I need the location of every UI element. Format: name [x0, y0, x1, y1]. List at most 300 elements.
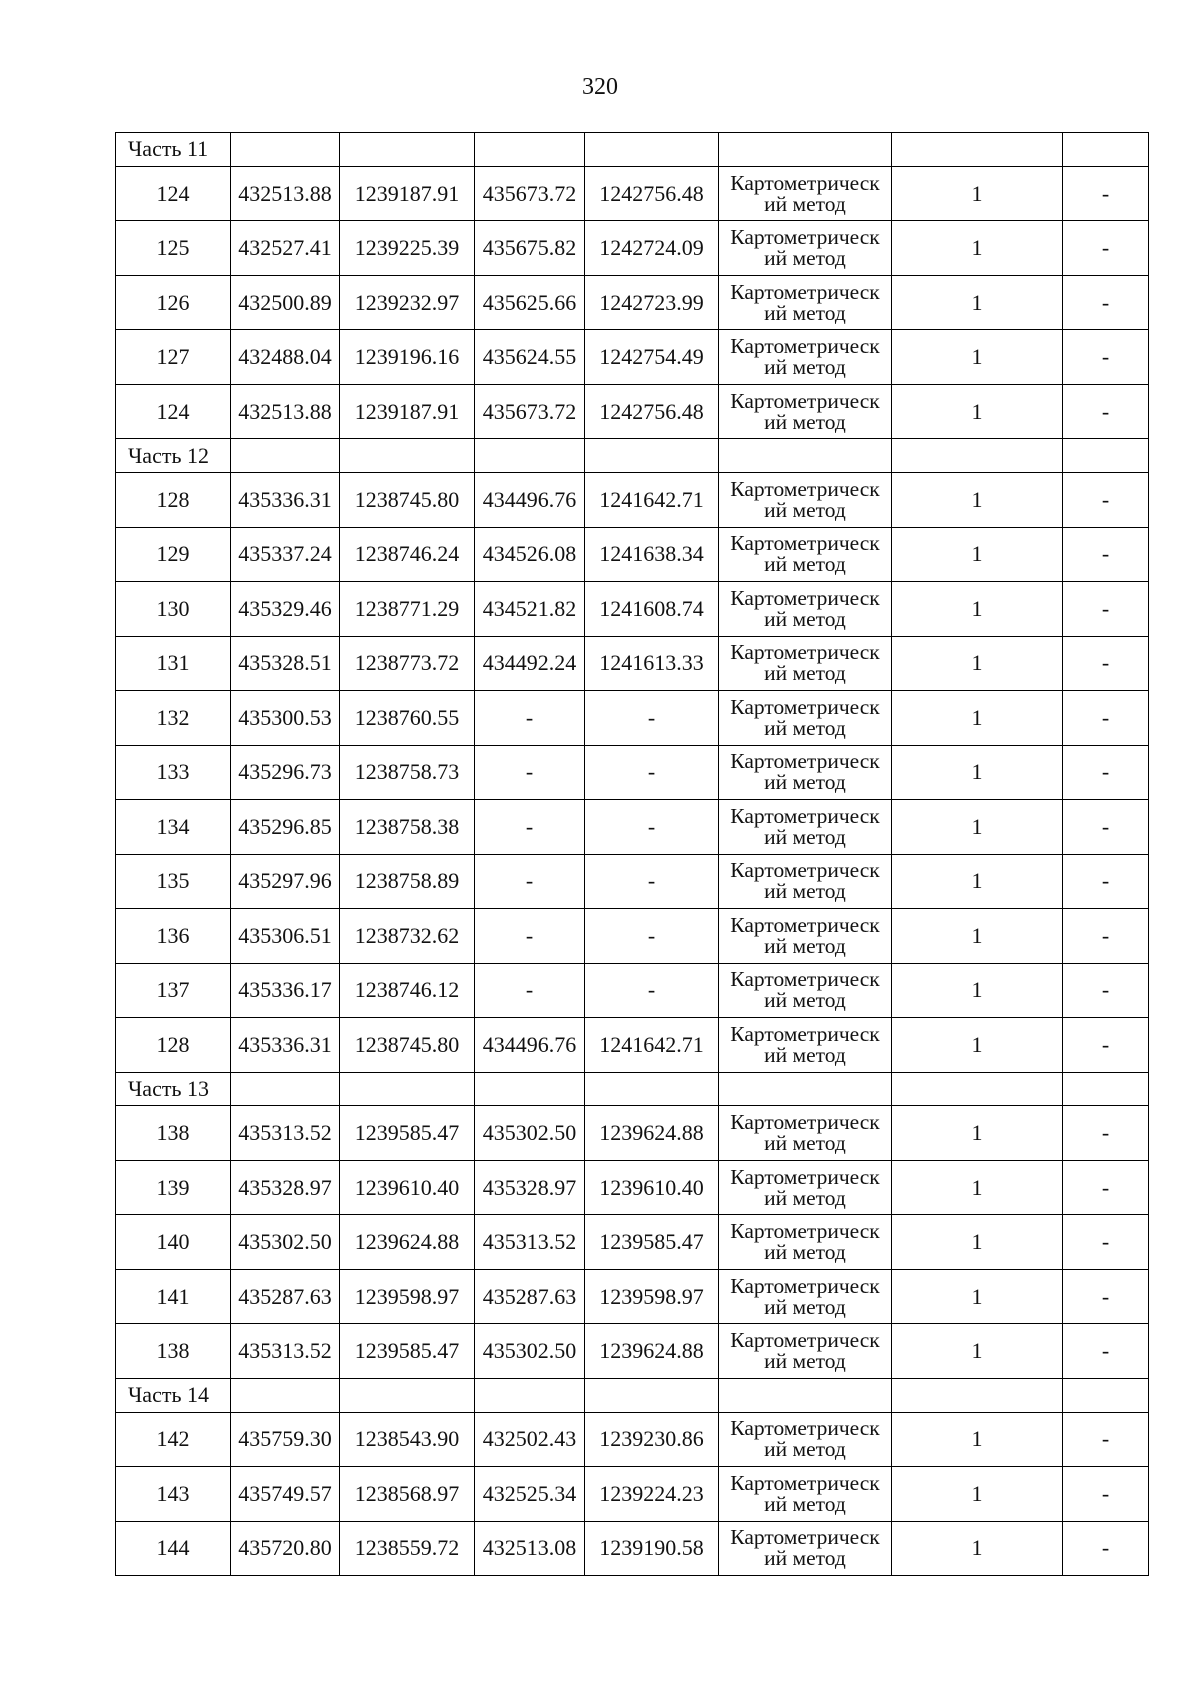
note-cell: -	[1063, 330, 1149, 385]
method-cell	[719, 330, 892, 385]
x2-cell: -	[475, 691, 585, 746]
y2-cell: 1239624.88	[585, 1106, 719, 1161]
x2-cell: 434526.08	[475, 527, 585, 582]
table-row	[116, 582, 1149, 637]
empty-cell	[585, 439, 719, 473]
point-number-cell: 134	[116, 800, 231, 855]
page-number: 320	[582, 74, 618, 100]
x2-cell: 432525.34	[475, 1467, 585, 1522]
y2-cell: 1239224.23	[585, 1467, 719, 1522]
method-line-2: ий метод	[764, 1349, 846, 1374]
empty-cell	[340, 133, 475, 167]
accuracy-cell: 1	[892, 1467, 1063, 1522]
accuracy-cell: 1	[892, 963, 1063, 1018]
method-line-1: Картометрическ	[730, 170, 880, 195]
empty-cell	[892, 439, 1063, 473]
empty-cell	[231, 1378, 340, 1412]
y1-cell: 1239624.88	[340, 1215, 475, 1270]
accuracy-cell: 1	[892, 909, 1063, 964]
method-line-1: Картометрическ	[730, 803, 880, 828]
method-line-1: Картометрическ	[730, 694, 880, 719]
note-cell: -	[1063, 909, 1149, 964]
point-number-cell: 127	[116, 330, 231, 385]
x2-cell: 435287.63	[475, 1269, 585, 1324]
method-line-1: Картометрическ	[730, 912, 880, 937]
y2-cell: -	[585, 691, 719, 746]
method-line-2: ий метод	[764, 1131, 846, 1156]
point-number-cell: 140	[116, 1215, 231, 1270]
method-line-1: Картометрическ	[730, 1164, 880, 1189]
empty-cell	[340, 1072, 475, 1106]
table-row	[116, 384, 1149, 439]
empty-cell	[475, 439, 585, 473]
method-line-1: Картометрическ	[730, 334, 880, 359]
x2-cell: 435625.66	[475, 275, 585, 330]
method-line-1: Картометрическ	[730, 585, 880, 610]
empty-cell	[892, 133, 1063, 167]
table-row	[116, 1467, 1149, 1522]
method-line-2: ий метод	[764, 246, 846, 271]
method-line-2: ий метод	[764, 1437, 846, 1462]
y2-cell: 1241638.34	[585, 527, 719, 582]
method-cell	[719, 1215, 892, 1270]
method-cell	[719, 221, 892, 276]
y1-cell: 1238745.80	[340, 1018, 475, 1073]
method-line-2: ий метод	[764, 661, 846, 686]
section-header-row	[116, 133, 1149, 167]
y2-cell: 1241608.74	[585, 582, 719, 637]
x1-cell: 435287.63	[231, 1269, 340, 1324]
empty-cell	[340, 439, 475, 473]
method-cell	[719, 909, 892, 964]
x2-cell: 434496.76	[475, 473, 585, 528]
section-label: Часть 11	[116, 133, 231, 167]
x2-cell: 435675.82	[475, 221, 585, 276]
x2-cell: -	[475, 909, 585, 964]
method-line-2: ий метод	[764, 988, 846, 1013]
accuracy-cell: 1	[892, 1018, 1063, 1073]
method-line-2: ий метод	[764, 1546, 846, 1571]
y1-cell: 1238760.55	[340, 691, 475, 746]
x2-cell: -	[475, 854, 585, 909]
x2-cell: -	[475, 800, 585, 855]
method-line-2: ий метод	[764, 300, 846, 325]
accuracy-cell: 1	[892, 800, 1063, 855]
point-number-cell: 131	[116, 636, 231, 691]
note-cell: -	[1063, 1324, 1149, 1379]
table-row	[116, 1269, 1149, 1324]
note-cell: -	[1063, 963, 1149, 1018]
point-number-cell: 142	[116, 1412, 231, 1467]
y1-cell: 1238543.90	[340, 1412, 475, 1467]
note-cell: -	[1063, 691, 1149, 746]
note-cell: -	[1063, 854, 1149, 909]
note-cell: -	[1063, 1521, 1149, 1576]
y1-cell: 1239225.39	[340, 221, 475, 276]
y1-cell: 1239187.91	[340, 166, 475, 221]
method-line-2: ий метод	[764, 879, 846, 904]
point-number-cell: 136	[116, 909, 231, 964]
x1-cell: 435336.31	[231, 1018, 340, 1073]
accuracy-cell: 1	[892, 1324, 1063, 1379]
empty-cell	[585, 1072, 719, 1106]
note-cell: -	[1063, 1269, 1149, 1324]
x2-cell: -	[475, 745, 585, 800]
x1-cell: 435302.50	[231, 1215, 340, 1270]
empty-cell	[585, 1378, 719, 1412]
y1-cell: 1238746.12	[340, 963, 475, 1018]
empty-cell	[719, 133, 892, 167]
method-cell	[719, 582, 892, 637]
method-line-2: ий метод	[764, 824, 846, 849]
method-cell	[719, 1324, 892, 1379]
table-row	[116, 221, 1149, 276]
point-number-cell: 124	[116, 384, 231, 439]
accuracy-cell: 1	[892, 166, 1063, 221]
accuracy-cell: 1	[892, 473, 1063, 528]
method-line-2: ий метод	[764, 1294, 846, 1319]
method-line-1: Картометрическ	[730, 1328, 880, 1353]
method-line-2: ий метод	[764, 552, 846, 577]
empty-cell	[1063, 1378, 1149, 1412]
y1-cell: 1238758.38	[340, 800, 475, 855]
y1-cell: 1239585.47	[340, 1324, 475, 1379]
y2-cell: 1242754.49	[585, 330, 719, 385]
x2-cell: 435673.72	[475, 166, 585, 221]
note-cell: -	[1063, 1215, 1149, 1270]
y2-cell: 1242756.48	[585, 166, 719, 221]
y1-cell: 1238758.89	[340, 854, 475, 909]
table-row	[116, 636, 1149, 691]
method-cell	[719, 1521, 892, 1576]
method-line-1: Картометрическ	[730, 1416, 880, 1441]
table-row	[116, 909, 1149, 964]
x1-cell: 432500.89	[231, 275, 340, 330]
empty-cell	[475, 1378, 585, 1412]
note-cell: -	[1063, 636, 1149, 691]
y2-cell: -	[585, 909, 719, 964]
point-number-cell: 130	[116, 582, 231, 637]
method-line-1: Картометрическ	[730, 1110, 880, 1135]
x1-cell: 435329.46	[231, 582, 340, 637]
method-line-1: Картометрическ	[730, 858, 880, 883]
method-line-1: Картометрическ	[730, 225, 880, 250]
x2-cell: 435673.72	[475, 384, 585, 439]
x1-cell: 435336.17	[231, 963, 340, 1018]
method-line-1: Картометрическ	[730, 388, 880, 413]
x2-cell: -	[475, 963, 585, 1018]
y2-cell: -	[585, 854, 719, 909]
method-line-2: ий метод	[764, 1185, 846, 1210]
x2-cell: 435624.55	[475, 330, 585, 385]
table-row	[116, 1521, 1149, 1576]
method-line-1: Картометрическ	[730, 640, 880, 665]
table-row	[116, 330, 1149, 385]
x1-cell: 435720.80	[231, 1521, 340, 1576]
section-header-row	[116, 1072, 1149, 1106]
method-line-2: ий метод	[764, 1491, 846, 1516]
table-row	[116, 275, 1149, 330]
empty-cell	[719, 1072, 892, 1106]
x1-cell: 435296.73	[231, 745, 340, 800]
x1-cell: 432513.88	[231, 166, 340, 221]
table-row	[116, 1106, 1149, 1161]
section-label: Часть 12	[116, 439, 231, 473]
accuracy-cell: 1	[892, 221, 1063, 276]
method-cell	[719, 275, 892, 330]
section-label: Часть 13	[116, 1072, 231, 1106]
table-row	[116, 963, 1149, 1018]
table-row	[116, 166, 1149, 221]
accuracy-cell: 1	[892, 582, 1063, 637]
section-header-row	[116, 439, 1149, 473]
y2-cell: -	[585, 800, 719, 855]
y2-cell: -	[585, 963, 719, 1018]
y2-cell: 1242724.09	[585, 221, 719, 276]
accuracy-cell: 1	[892, 1106, 1063, 1161]
point-number-cell: 129	[116, 527, 231, 582]
point-number-cell: 132	[116, 691, 231, 746]
table-row	[116, 473, 1149, 528]
empty-cell	[340, 1378, 475, 1412]
x2-cell: 432502.43	[475, 1412, 585, 1467]
x2-cell: 434492.24	[475, 636, 585, 691]
table-row	[116, 691, 1149, 746]
table-row	[116, 1215, 1149, 1270]
point-number-cell: 128	[116, 473, 231, 528]
table-body	[116, 133, 1149, 1576]
method-cell	[719, 384, 892, 439]
accuracy-cell: 1	[892, 1521, 1063, 1576]
note-cell: -	[1063, 1160, 1149, 1215]
y2-cell: 1239230.86	[585, 1412, 719, 1467]
x1-cell: 432527.41	[231, 221, 340, 276]
table-row	[116, 800, 1149, 855]
x1-cell: 435313.52	[231, 1106, 340, 1161]
y1-cell: 1238568.97	[340, 1467, 475, 1522]
method-cell	[719, 1018, 892, 1073]
x1-cell: 432488.04	[231, 330, 340, 385]
y2-cell: 1239624.88	[585, 1324, 719, 1379]
note-cell: -	[1063, 527, 1149, 582]
y1-cell: 1239232.97	[340, 275, 475, 330]
y2-cell: 1241613.33	[585, 636, 719, 691]
accuracy-cell: 1	[892, 527, 1063, 582]
method-line-2: ий метод	[764, 606, 846, 631]
method-cell	[719, 691, 892, 746]
empty-cell	[231, 133, 340, 167]
y1-cell: 1239196.16	[340, 330, 475, 385]
y1-cell: 1238559.72	[340, 1521, 475, 1576]
point-number-cell: 138	[116, 1106, 231, 1161]
point-number-cell: 124	[116, 166, 231, 221]
section-label: Часть 14	[116, 1378, 231, 1412]
method-cell	[719, 854, 892, 909]
x1-cell: 435297.96	[231, 854, 340, 909]
table-row	[116, 1324, 1149, 1379]
y2-cell: -	[585, 745, 719, 800]
note-cell: -	[1063, 166, 1149, 221]
x1-cell: 435328.51	[231, 636, 340, 691]
empty-cell	[892, 1072, 1063, 1106]
method-line-2: ий метод	[764, 355, 846, 380]
y2-cell: 1239598.97	[585, 1269, 719, 1324]
accuracy-cell: 1	[892, 1160, 1063, 1215]
point-number-cell: 141	[116, 1269, 231, 1324]
y2-cell: 1241642.71	[585, 1018, 719, 1073]
x1-cell: 435337.24	[231, 527, 340, 582]
accuracy-cell: 1	[892, 330, 1063, 385]
y1-cell: 1238758.73	[340, 745, 475, 800]
x2-cell: 434496.76	[475, 1018, 585, 1073]
method-cell	[719, 963, 892, 1018]
x1-cell: 432513.88	[231, 384, 340, 439]
method-line-1: Картометрическ	[730, 1525, 880, 1550]
method-cell	[719, 800, 892, 855]
note-cell: -	[1063, 1412, 1149, 1467]
y1-cell: 1239585.47	[340, 1106, 475, 1161]
point-number-cell: 144	[116, 1521, 231, 1576]
point-number-cell: 135	[116, 854, 231, 909]
empty-cell	[892, 1378, 1063, 1412]
method-cell	[719, 1269, 892, 1324]
y2-cell: 1241642.71	[585, 473, 719, 528]
note-cell: -	[1063, 275, 1149, 330]
accuracy-cell: 1	[892, 1412, 1063, 1467]
note-cell: -	[1063, 1106, 1149, 1161]
table-row	[116, 527, 1149, 582]
method-cell	[719, 527, 892, 582]
y1-cell: 1238745.80	[340, 473, 475, 528]
method-line-1: Картометрическ	[730, 476, 880, 501]
empty-cell	[1063, 133, 1149, 167]
note-cell: -	[1063, 800, 1149, 855]
y1-cell: 1239598.97	[340, 1269, 475, 1324]
note-cell: -	[1063, 582, 1149, 637]
method-line-2: ий метод	[764, 933, 846, 958]
empty-cell	[719, 1378, 892, 1412]
method-cell	[719, 1160, 892, 1215]
method-line-2: ий метод	[764, 1042, 846, 1067]
y1-cell: 1239187.91	[340, 384, 475, 439]
method-cell	[719, 1106, 892, 1161]
point-number-cell: 128	[116, 1018, 231, 1073]
method-line-1: Картометрическ	[730, 1273, 880, 1298]
table-row	[116, 1018, 1149, 1073]
accuracy-cell: 1	[892, 1215, 1063, 1270]
point-number-cell: 125	[116, 221, 231, 276]
y1-cell: 1238732.62	[340, 909, 475, 964]
method-cell	[719, 1412, 892, 1467]
empty-cell	[1063, 439, 1149, 473]
point-number-cell: 143	[116, 1467, 231, 1522]
method-cell	[719, 636, 892, 691]
x2-cell: 435302.50	[475, 1106, 585, 1161]
accuracy-cell: 1	[892, 384, 1063, 439]
x2-cell: 432513.08	[475, 1521, 585, 1576]
method-line-1: Картометрическ	[730, 1021, 880, 1046]
method-line-1: Картометрическ	[730, 531, 880, 556]
accuracy-cell: 1	[892, 745, 1063, 800]
y2-cell: 1239610.40	[585, 1160, 719, 1215]
method-cell	[719, 1467, 892, 1522]
accuracy-cell: 1	[892, 1269, 1063, 1324]
table-row	[116, 745, 1149, 800]
point-number-cell: 133	[116, 745, 231, 800]
method-line-2: ий метод	[764, 715, 846, 740]
point-number-cell: 126	[116, 275, 231, 330]
table-row	[116, 854, 1149, 909]
empty-cell	[231, 1072, 340, 1106]
accuracy-cell: 1	[892, 854, 1063, 909]
method-line-1: Картометрическ	[730, 1219, 880, 1244]
method-line-1: Картометрическ	[730, 279, 880, 304]
point-number-cell: 137	[116, 963, 231, 1018]
accuracy-cell: 1	[892, 636, 1063, 691]
accuracy-cell: 1	[892, 691, 1063, 746]
method-line-2: ий метод	[764, 497, 846, 522]
y2-cell: 1242723.99	[585, 275, 719, 330]
note-cell: -	[1063, 1018, 1149, 1073]
y1-cell: 1238746.24	[340, 527, 475, 582]
y2-cell: 1242756.48	[585, 384, 719, 439]
note-cell: -	[1063, 745, 1149, 800]
y2-cell: 1239585.47	[585, 1215, 719, 1270]
method-line-2: ий метод	[764, 1240, 846, 1265]
method-cell	[719, 473, 892, 528]
method-line-1: Картометрическ	[730, 1470, 880, 1495]
x2-cell: 435313.52	[475, 1215, 585, 1270]
method-line-1: Картометрическ	[730, 749, 880, 774]
method-cell	[719, 166, 892, 221]
note-cell: -	[1063, 221, 1149, 276]
y1-cell: 1239610.40	[340, 1160, 475, 1215]
table-row	[116, 1160, 1149, 1215]
x1-cell: 435296.85	[231, 800, 340, 855]
empty-cell	[1063, 1072, 1149, 1106]
y1-cell: 1238771.29	[340, 582, 475, 637]
x1-cell: 435313.52	[231, 1324, 340, 1379]
accuracy-cell: 1	[892, 275, 1063, 330]
x2-cell: 435302.50	[475, 1324, 585, 1379]
section-header-row	[116, 1378, 1149, 1412]
empty-cell	[585, 133, 719, 167]
table-row	[116, 1412, 1149, 1467]
x2-cell: 435328.97	[475, 1160, 585, 1215]
x2-cell: 434521.82	[475, 582, 585, 637]
method-line-1: Картометрическ	[730, 967, 880, 992]
x1-cell: 435336.31	[231, 473, 340, 528]
method-cell	[719, 745, 892, 800]
coordinates-table	[115, 132, 1149, 1576]
y1-cell: 1238773.72	[340, 636, 475, 691]
empty-cell	[475, 1072, 585, 1106]
method-line-2: ий метод	[764, 409, 846, 434]
x1-cell: 435306.51	[231, 909, 340, 964]
point-number-cell: 138	[116, 1324, 231, 1379]
x1-cell: 435300.53	[231, 691, 340, 746]
x1-cell: 435749.57	[231, 1467, 340, 1522]
method-line-2: ий метод	[764, 191, 846, 216]
point-number-cell: 139	[116, 1160, 231, 1215]
note-cell: -	[1063, 473, 1149, 528]
note-cell: -	[1063, 384, 1149, 439]
empty-cell	[475, 133, 585, 167]
method-line-2: ий метод	[764, 770, 846, 795]
note-cell: -	[1063, 1467, 1149, 1522]
empty-cell	[719, 439, 892, 473]
empty-cell	[231, 439, 340, 473]
